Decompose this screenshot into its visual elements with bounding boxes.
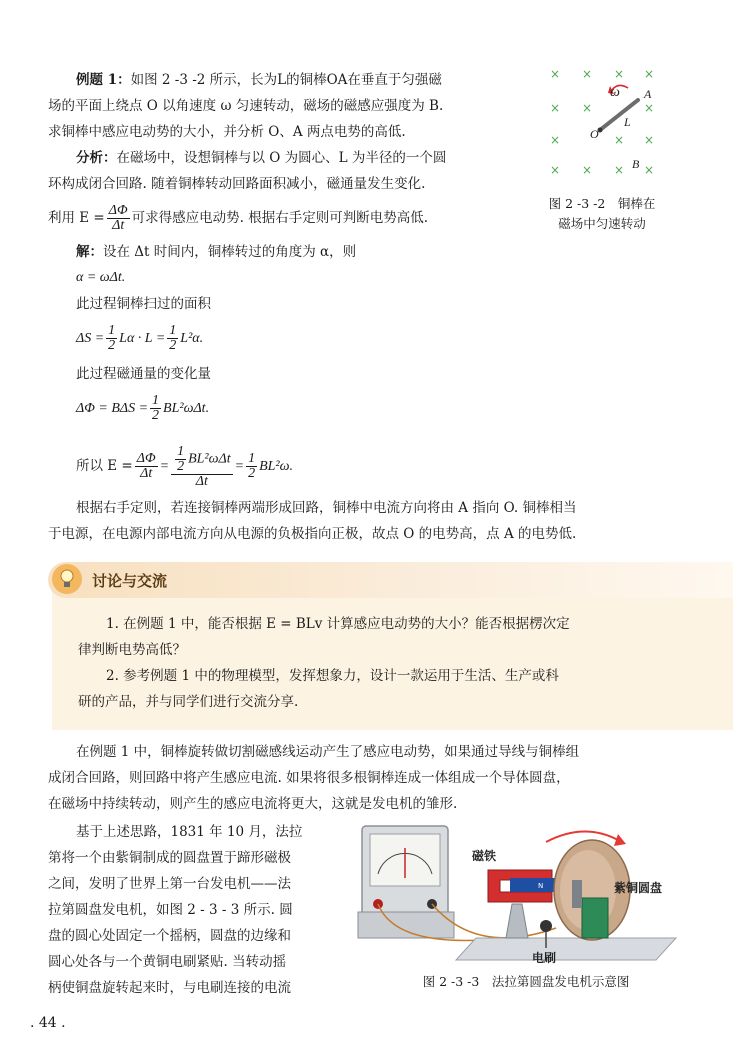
disk-stand	[582, 898, 608, 938]
eq-emf-equals: =	[159, 459, 170, 474]
label-omega: ω	[610, 85, 620, 100]
eq-emf-pre: 所以 E =	[76, 458, 133, 474]
solution-line-2: 此过程铜棒扫过的面积	[76, 296, 211, 312]
figure-copper-rod-diagram	[538, 66, 668, 186]
generator-base	[456, 938, 676, 960]
para1-line-3: 在磁场中持续转动，则产生的感应电流将更大，这就是发电机的雏形.	[48, 796, 458, 812]
cross-mark: ×	[644, 133, 655, 147]
cross-mark: ×	[550, 67, 561, 81]
para2-line-4: 拉第圆盘发电机，如图 2 - 3 - 3 所示. 圆	[48, 902, 293, 918]
eq-flux-pre: ΔΦ = BΔS =	[76, 401, 149, 416]
example-label: 例题 1：	[76, 72, 131, 88]
analysis-fraction	[107, 204, 130, 233]
figure-1-caption-line-1: 图 2 -3 -2 铜棒在	[548, 196, 656, 211]
cross-mark: ×	[614, 133, 625, 147]
half-num: 1	[169, 323, 177, 339]
rotation-arrow	[546, 831, 618, 842]
discussion-title: 讨论与交流	[92, 572, 168, 590]
rotation-arrowhead	[614, 834, 626, 846]
discussion-q1-line-1: 1. 在例题 1 中，能否根据 E = BLv 计算感应电动势的大小？能否根据楞次定	[106, 616, 570, 632]
para2-line-2: 第将一个由紫铜制成的圆盘置于蹄形磁极	[48, 850, 291, 866]
half-den: 2	[248, 466, 256, 481]
cross-mark: ×	[614, 67, 625, 81]
half-fraction	[106, 324, 117, 353]
label-l: L	[624, 115, 631, 129]
analysis-frac-den: Δt	[112, 218, 125, 233]
para1-line-2: 成闭合回路，则回路中将产生感应电流. 如果将很多根铜棒连成一体组成一个导体圆盘，	[48, 770, 570, 786]
discussion-q2-line-1: 2. 参考例题 1 中的物理模型，发挥想象力，设计一款运用于生活、生产或科	[106, 668, 559, 684]
page-number: . 44 .	[30, 1015, 66, 1031]
cross-mark: ×	[644, 163, 655, 177]
para2-line-7: 柄使铜盘旋转起来时，与电刷连接的电流	[48, 980, 291, 996]
example-text-1: 如图 2 -3 -2 所示，长为L的铜棒OA在垂直于匀强磁	[130, 72, 442, 88]
label-b: B	[632, 157, 640, 171]
emf-bignum: BL²ωΔt	[188, 451, 231, 467]
cross-mark: ×	[614, 163, 625, 177]
cross-mark: ×	[582, 101, 593, 115]
label-copper-disk: 紫铜圆盘	[614, 881, 663, 895]
figure-2-caption: 图 2 -3 -3 法拉第圆盘发电机示意图	[422, 974, 630, 989]
conclusion-line-2: 于电源，在电源内部电流方向从电源的负极指向正极，故点 O 的电势高，点 A 的电势低.	[48, 526, 577, 542]
analysis-text-1: 在磁场中，设想铜棒与以 O 为圆心、L 为半径的一个圆	[116, 150, 447, 166]
half-den: 2	[169, 338, 177, 354]
cross-mark: ×	[550, 163, 561, 177]
para2-line-5: 盘的圆心处固定一个摇柄，圆盘的边缘和	[48, 928, 291, 944]
cross-mark: ×	[582, 163, 593, 177]
eq-area-post: L²α.	[180, 331, 204, 346]
eq-area-pre: ΔS =	[76, 331, 105, 346]
emf-den-2: Δt	[195, 473, 208, 489]
example-line-1	[76, 70, 442, 90]
label-brush: 电刷	[532, 951, 557, 965]
discussion-q1-line-2: 律判断电势高低？	[78, 642, 186, 658]
equation-area	[76, 324, 203, 354]
label-n: N	[538, 882, 544, 890]
cross-mark: ×	[644, 101, 655, 115]
discussion-q2-line-2: 研的产品，并与同学们进行交流分享.	[78, 694, 299, 710]
half-den: 2	[177, 458, 185, 474]
half-fraction	[246, 452, 257, 481]
half-num: 1	[248, 451, 256, 466]
solution-label: 解：	[76, 244, 103, 260]
analysis-line-2: 环构成闭合回路. 随着铜棒转动回路面积减小，磁通量发生变化.	[48, 176, 426, 192]
label-a: A	[644, 87, 652, 101]
para2-line-1: 基于上述思路，1831 年 10 月，法拉	[76, 824, 303, 840]
cross-mark: ×	[582, 67, 593, 81]
half-num: 1	[152, 393, 160, 409]
half-fraction	[175, 445, 186, 474]
conclusion-line-1: 根据右手定则，若连接铜棒两端形成回路，铜棒中电流方向将由 A 指向 O. 铜棒相当	[76, 500, 577, 516]
figure-1-caption	[538, 194, 666, 234]
emf-fraction-2	[171, 445, 233, 489]
half-fraction	[150, 394, 161, 423]
para2-line-3: 之间，发明了世界上第一台发电机——法	[48, 876, 291, 892]
equation-alpha: α = ωΔt.	[76, 270, 126, 285]
para2-line-6: 圆心处各与一个黄铜电刷紧贴. 当转动摇	[48, 954, 287, 970]
emf-num-2	[171, 445, 233, 475]
emf-den-1: Δt	[140, 466, 153, 481]
half-fraction	[167, 324, 178, 353]
eq-emf-post: BL²ω.	[259, 459, 293, 474]
figure-1-caption-line-2: 磁场中匀速转动	[558, 216, 646, 231]
half-den: 2	[152, 408, 160, 424]
cross-mark: ×	[550, 101, 561, 115]
figure-faraday-disk-generator	[356, 820, 696, 970]
equation-emf	[76, 436, 293, 497]
emf-fraction-1	[135, 452, 158, 481]
analysis-eq-post: 可求得感应电动势. 根据右手定则可判断电势高低.	[131, 210, 428, 226]
brush-terminal	[540, 920, 552, 932]
magnet-stand	[506, 904, 528, 938]
label-o: O	[590, 127, 599, 141]
cross-mark: ×	[644, 67, 655, 81]
half-den: 2	[108, 338, 116, 354]
para1-line-1: 在例题 1 中，铜棒旋转做切割磁感线运动产生了感应电动势，如果通过导线与铜棒组	[76, 744, 580, 760]
analysis-frac-num: ΔΦ	[108, 203, 128, 218]
analysis-line-1	[76, 148, 446, 168]
analysis-line-3	[48, 204, 428, 233]
equation-flux	[76, 394, 209, 424]
solution-line-3: 此过程磁通量的变化量	[76, 366, 211, 382]
eq-emf-equals-2: =	[234, 459, 245, 474]
solution-line-1	[76, 242, 356, 262]
copper-rod	[600, 100, 638, 130]
half-num: 1	[108, 323, 116, 339]
example-line-3: 求铜棒中感应电动势的大小，并分析 O、A 两点电势的高低.	[48, 124, 406, 140]
solution-text-1: 设在 Δt 时间内，铜棒转过的角度为 α，则	[103, 244, 357, 260]
magnet-pole	[510, 878, 556, 892]
galvanometer-base	[358, 912, 454, 938]
cross-mark: ×	[550, 133, 561, 147]
eq-area-mid: Lα · L =	[119, 331, 166, 346]
lightbulb-icon	[52, 564, 82, 594]
crank-handle	[572, 880, 582, 908]
label-magnet: 磁铁	[472, 849, 497, 863]
analysis-eq-pre: 利用 E =	[48, 210, 105, 226]
half-num: 1	[177, 443, 185, 459]
eq-flux-post: BL²ωΔt.	[163, 401, 210, 416]
analysis-label: 分析：	[76, 150, 117, 166]
emf-num-1: ΔΦ	[136, 451, 156, 466]
example-line-2: 场的平面上绕点 O 以角速度 ω 匀速转动，磁场的磁感应强度为 B.	[48, 98, 444, 114]
